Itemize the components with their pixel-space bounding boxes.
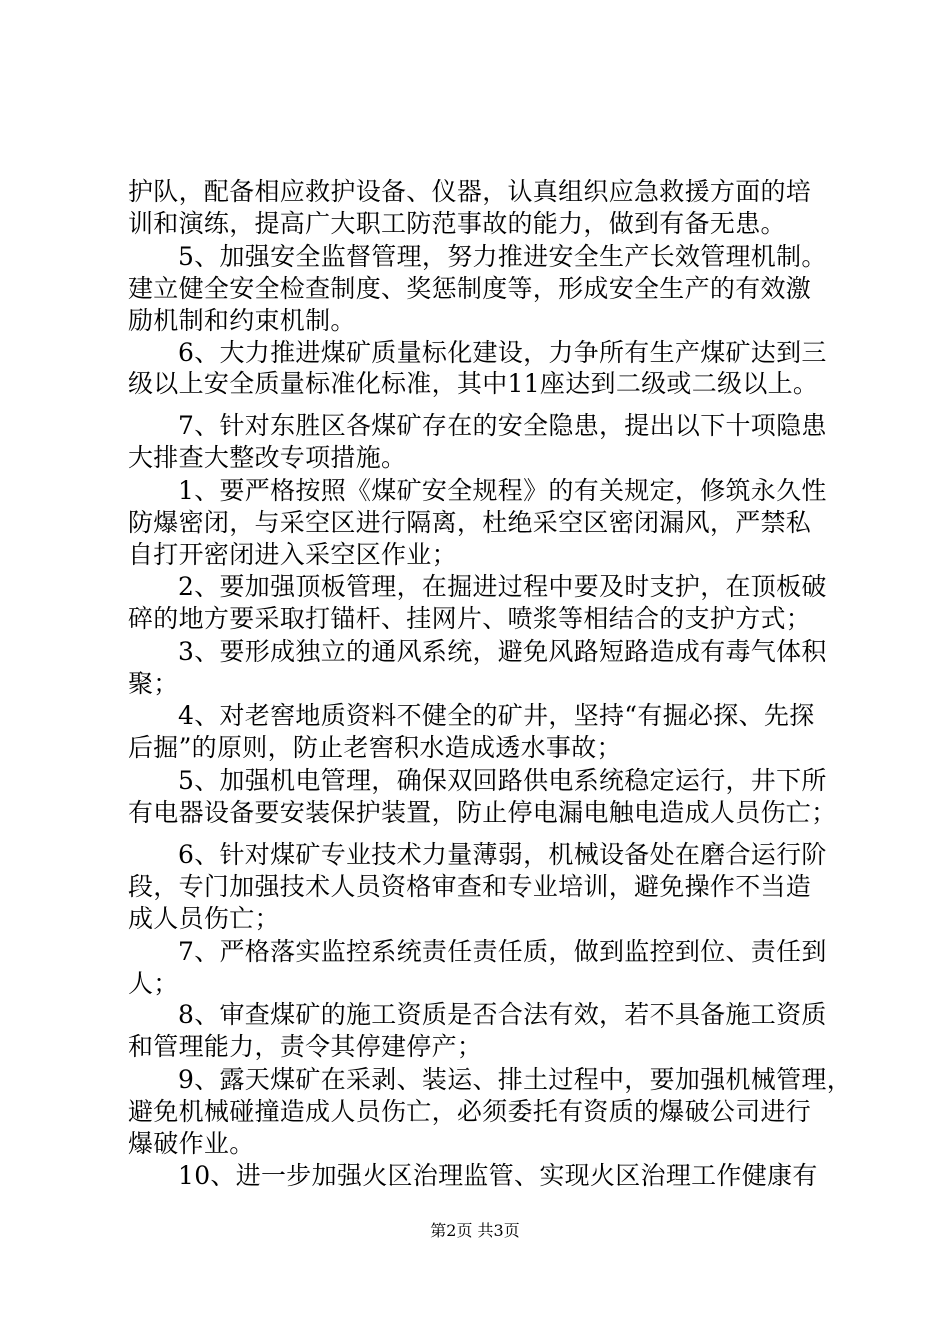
text-line: 爆破作业。 (128, 1129, 255, 1158)
text-line: 段，专门加强技术人员资格审查和专业培训，避免操作不当造 (128, 872, 812, 901)
text-line: 励机制和约束机制。 (128, 306, 356, 335)
page-footer: 第2页 共3页 (430, 1221, 520, 1240)
text-line: 大排查大整改专项措施。 (128, 443, 407, 472)
text-line: 聚； (128, 669, 179, 698)
text-line: 1、要严格按照《煤矿安全规程》的有关规定，修筑永久性 (178, 476, 827, 505)
text-line: 2、要加强顶板管理，在掘进过程中要及时支护，在顶板破 (178, 572, 827, 601)
text-line: 7、针对东胜区各煤矿存在的安全隐患，提出以下十项隐患 (178, 411, 827, 440)
text-line: 5、加强安全监督管理，努力推进安全生产长效管理机制。 (178, 242, 827, 271)
text-line: 训和演练，提高广大职工防范事故的能力，做到有备无患。 (128, 209, 786, 238)
text-line: 4、对老窖地质资料不健全的矿井，坚持“有掘必探、先探 (178, 701, 815, 730)
text-line: 避免机械碰撞造成人员伤亡，必须委托有资质的爆破公司进行 (128, 1097, 812, 1126)
text-line: 7、严格落实监控系统责任责任质，做到监控到位、责任到 (178, 937, 827, 966)
text-line: 后掘”的原则，防止老窖积水造成透水事故； (128, 733, 622, 762)
text-line: 护队，配备相应救护设备、仪器，认真组织应急救援方面的培 (128, 177, 812, 206)
text-line: 6、针对煤矿专业技术力量薄弱，机械设备处在磨合运行阶 (178, 840, 827, 869)
text-line: 碎的地方要采取打锚杆、挂网片、喷浆等相结合的支护方式； (128, 604, 812, 633)
text-line: 8、审查煤矿的施工资质是否合法有效，若不具备施工资质 (178, 1000, 827, 1029)
text-line: 建立健全安全检查制度、奖惩制度等，形成安全生产的有效激 (128, 274, 812, 303)
text-line: 级以上安全质量标准化标准，其中11座达到二级或二级以上。 (128, 369, 819, 398)
text-line: 6、大力推进煤矿质量标化建设，力争所有生产煤矿达到三 (178, 338, 827, 367)
text-line: 10、进一步加强火区治理监管、实现火区治理工作健康有 (178, 1161, 818, 1190)
text-line: 防爆密闭，与采空区进行隔离，杜绝采空区密闭漏风，严禁私 (128, 508, 812, 537)
text-line: 9、露天煤矿在采剥、装运、排土过程中，要加强机械管理， (178, 1065, 853, 1094)
text-line: 5、加强机电管理，确保双回路供电系统稳定运行，井下所 (178, 766, 827, 795)
text-line: 3、要形成独立的通风系统，避免风路短路造成有毒气体积 (178, 637, 827, 666)
text-line: 和管理能力，责令其停建停产； (128, 1032, 483, 1061)
text-line: 成人员伤亡； (128, 904, 280, 933)
text-line: 有电器设备要安装保护装置，防止停电漏电触电造成人员伤亡； (128, 798, 837, 827)
text-line: 人； (128, 969, 179, 998)
text-line: 自打开密闭进入采空区作业； (128, 540, 457, 569)
